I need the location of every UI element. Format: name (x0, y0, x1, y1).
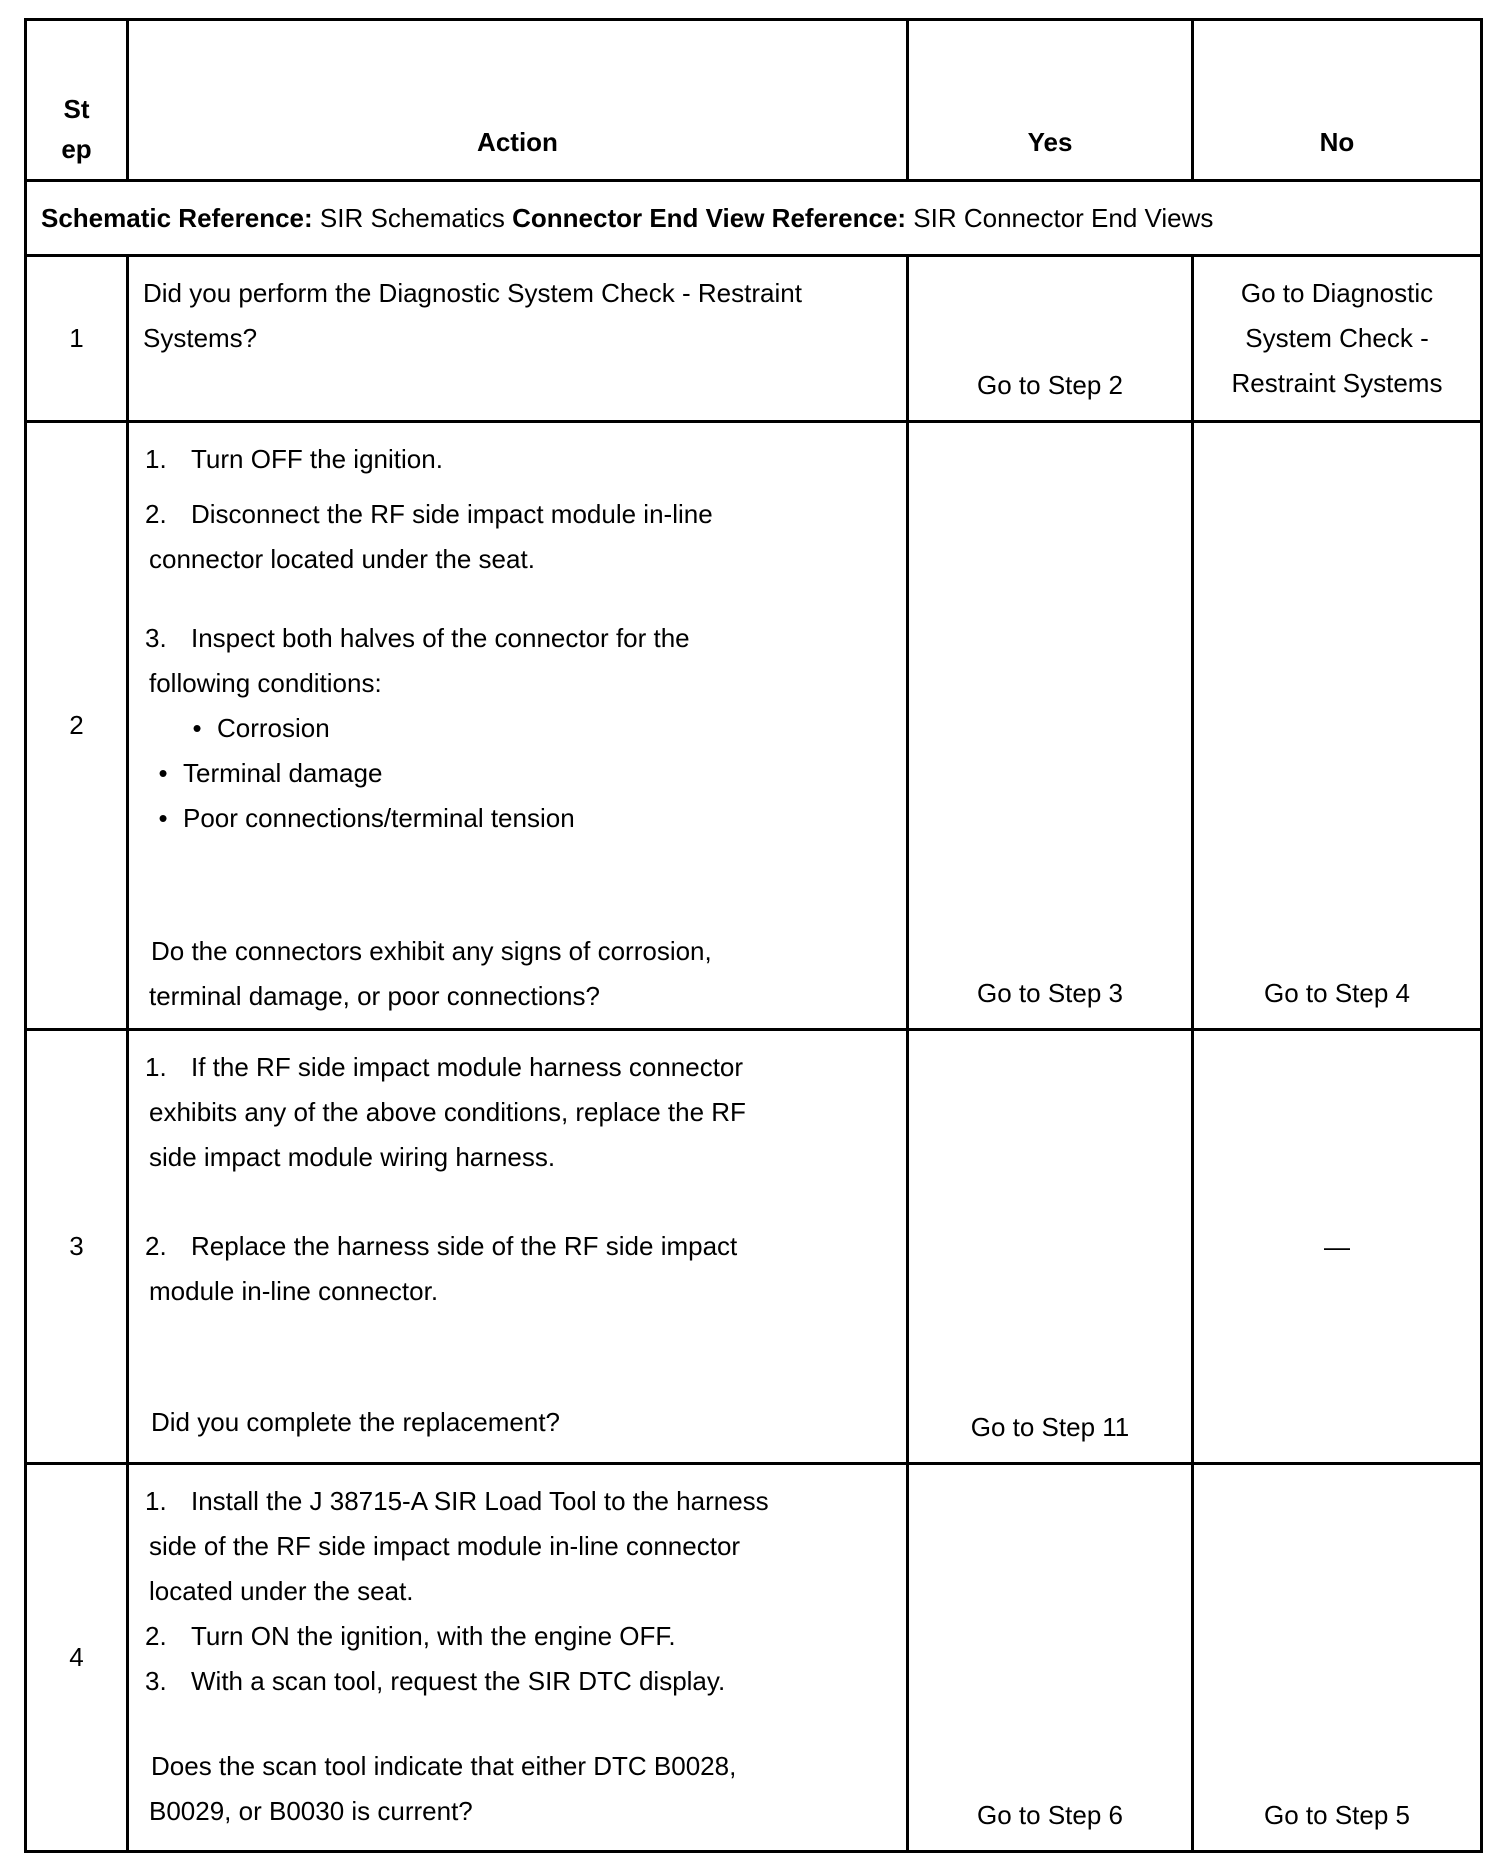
question-line: Do the connectors exhibit any signs of corrosion, (151, 936, 712, 966)
item-text: If the RF side impact module harness connector (191, 1052, 744, 1082)
question-line: terminal damage, or poor connections? (149, 981, 600, 1011)
item-text: Turn OFF the ignition. (191, 444, 443, 474)
action-line: Did you perform the Diagnostic System Check - Restraint (143, 278, 802, 308)
yes-header: Yes (908, 20, 1193, 181)
action-item (143, 492, 888, 537)
step-number: 2 (26, 422, 128, 1030)
no-link[interactable]: Go to Step 4 (1264, 978, 1410, 1008)
no-link-line[interactable]: System Check - (1245, 323, 1429, 353)
step-header (26, 20, 128, 181)
connector-label: Connector End View Reference: (512, 202, 907, 233)
item-number: 2. (145, 1231, 167, 1261)
item-number: 3. (145, 623, 167, 653)
action-item (143, 1659, 888, 1704)
action-line: Systems? (143, 323, 258, 353)
step-number: 1 (26, 256, 128, 422)
yes-cell (908, 1464, 1193, 1852)
header-row (26, 20, 1482, 181)
item-text: following conditions: (149, 668, 382, 698)
question-line: B0029, or B0030 is current? (149, 1796, 473, 1826)
no-link-line[interactable]: Restraint Systems (1231, 368, 1443, 398)
step-row-3 (26, 1030, 1482, 1464)
bullet-icon: • (158, 803, 168, 833)
action-header: Action (128, 20, 908, 181)
schematic-label: Schematic Reference: (41, 202, 313, 233)
item-number: 3. (145, 1666, 167, 1696)
step-action (128, 1030, 908, 1464)
bullet-item (143, 751, 888, 796)
no-cell (1193, 256, 1482, 422)
bullet-text: Terminal damage (183, 758, 383, 788)
step-number: 3 (26, 1030, 128, 1464)
question-line: Did you complete the replacement? (151, 1407, 561, 1437)
step-action (128, 422, 908, 1030)
reference-row (26, 181, 1482, 256)
yes-link[interactable]: Go to Step 6 (977, 1800, 1123, 1830)
item-text: side of the RF side impact module in-line connector (149, 1531, 741, 1561)
bullet-icon: • (192, 713, 202, 743)
action-item (143, 616, 888, 661)
no-link[interactable]: Go to Step 5 (1264, 1800, 1410, 1830)
item-text: With a scan tool, request the SIR DTC display. (191, 1666, 726, 1696)
diagnostic-table (24, 18, 1483, 1853)
item-text: Disconnect the RF side impact module in-line (191, 499, 713, 529)
step-action (128, 256, 908, 422)
yes-cell (908, 422, 1193, 1030)
action-item (143, 1224, 888, 1269)
bullet-item (143, 706, 888, 751)
no-dash: — (1324, 1231, 1350, 1261)
step-row-4 (26, 1464, 1482, 1852)
action-item (143, 1614, 888, 1659)
no-cell (1193, 422, 1482, 1030)
item-number: 1. (145, 1486, 167, 1516)
no-link-line[interactable]: Go to Diagnostic (1240, 278, 1434, 308)
item-number: 2. (145, 499, 167, 529)
step-number: 4 (26, 1464, 128, 1852)
bullet-item (143, 796, 888, 841)
action-item (143, 1479, 888, 1524)
reference-cell (26, 181, 1482, 256)
no-cell (1193, 1464, 1482, 1852)
step-header-line1: St (63, 94, 90, 124)
action-item (143, 437, 888, 482)
item-text: Inspect both halves of the connector for the (191, 623, 690, 653)
yes-link[interactable]: Go to Step 11 (970, 1412, 1130, 1442)
bullet-icon: • (158, 758, 168, 788)
bullet-text: Poor connections/terminal tension (183, 803, 575, 833)
connector-link[interactable]: SIR Connector End Views (913, 202, 1214, 233)
yes-cell (908, 256, 1193, 422)
item-text: connector located under the seat. (149, 544, 535, 574)
step-action (128, 1464, 908, 1852)
no-header: No (1193, 20, 1482, 181)
item-text: side impact module wiring harness. (149, 1142, 556, 1172)
item-number: 1. (145, 444, 167, 474)
action-item (143, 1045, 888, 1090)
yes-link[interactable]: Go to Step 2 (977, 370, 1123, 400)
question-line: Does the scan tool indicate that either DTC B0028, (151, 1751, 737, 1781)
item-text: module in-line connector. (149, 1276, 439, 1306)
item-text: located under the seat. (149, 1576, 414, 1606)
yes-link[interactable]: Go to Step 3 (977, 978, 1123, 1008)
item-text: Turn ON the ignition, with the engine OFF. (191, 1621, 676, 1651)
item-number: 2. (145, 1621, 167, 1651)
step-row-1 (26, 256, 1482, 422)
item-text: Install the J 38715-A SIR Load Tool to the harness (191, 1486, 769, 1516)
item-number: 1. (145, 1052, 167, 1082)
step-row-2 (26, 422, 1482, 1030)
item-text: Replace the harness side of the RF side impact (191, 1231, 738, 1261)
no-cell (1193, 1030, 1482, 1464)
bullet-text: Corrosion (217, 713, 330, 743)
item-text: exhibits any of the above conditions, replace the RF (149, 1097, 746, 1127)
yes-cell (908, 1030, 1193, 1464)
schematic-link[interactable]: SIR Schematics (319, 202, 505, 233)
step-header-line2: ep (61, 134, 92, 164)
